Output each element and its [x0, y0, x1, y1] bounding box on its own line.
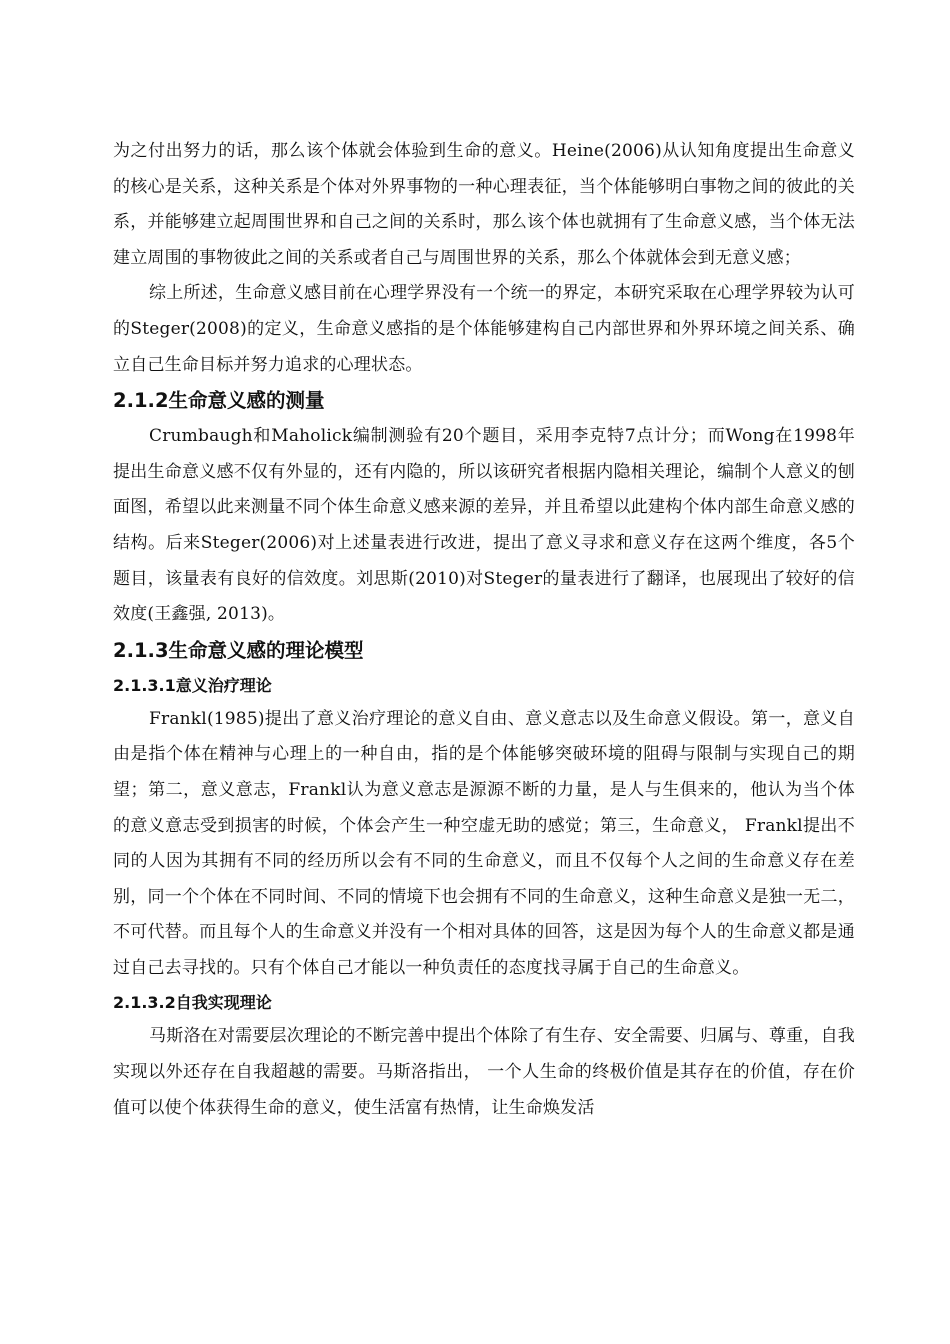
heading-measurement: 2.1.2生命意义感的测量 [113, 389, 325, 413]
paragraph-summary: 综上所述，生命意义感目前在心理学界没有一个统一的界定，本研究采取在心理学界较为认可的Steger(2008)的定义，生命意义感指的是个体能够建构自己内部世界和外界环境之间关系、确立自己生命目标并努力追求的心理状态。 [113, 283, 855, 375]
heading-theoretical-models: 2.1.3生命意义感的理论模型 [113, 638, 364, 662]
heading-self-actualization: 2.1.3.2自我实现理论 [113, 993, 272, 1013]
heading-logotherapy: 2.1.3.1意义治疗理论 [113, 675, 272, 695]
paragraph-measurement: Crumbaugh和Maholick编制测验有20个题目，采用李克特7点计分；而Wong在1998年提出生命意义感不仅有外显的，还有内隐的，所以该研究者根据内隐相关理论，编制个人意义的刨面图，希望以此来测量不同个体生命意义感来源的差异，并且希望以此建构个体内部生命意义感的结构。后来Steger(2006)对上述量表进行改进，提出了意义寻求和意义存在这两个维度，各5个题目，该量表有良好的信效度。刘思斯(2010)对Steger的量表进行了翻译，也展现出了较好的信效度(王鑫强, 2013)。 [113, 426, 855, 625]
paragraph-meaning-definition-continued: 为之付出努力的话，那么该个体就会体验到生命的意义。Heine(2006)从认知角度提出生命意义的核心是关系，这种关系是个体对外界事物的一种心理表征，当个体能够明白事物之间的彼此的关系，并能够建立起周围世界和自己之间的关系时，那么该个体也就拥有了生命意义感，当个体无法建立周围的事物彼此之间的关系或者自己与周围世界的关系，那么个体就体会到无意义感； [113, 141, 855, 268]
paragraph-self-actualization: 马斯洛在对需要层次理论的不断完善中提出个体除了有生存、安全需要、归属与、尊重，自我实现以外还存在自我超越的需要。马斯洛指出， 一个人生命的终极价值是其存在的价值，存在价值可以使个体获得生命的意义，使生活富有热情，让生命焕发活 [113, 1026, 855, 1118]
page-content [113, 134, 855, 1126]
paragraph-logotherapy: Frankl(1985)提出了意义治疗理论的意义自由、意义意志以及生命意义假设。第一，意义自由是指个体在精神与心理上的一种自由，指的是个体能够突破环境的阻碍与限制与实现自己的期望；第二，意义意志，Frankl认为意义意志是源源不断的力量，是人与生俱来的，他认为当个体的意义意志受到损害的时候，个体会产生一种空虚无助的感觉；第三，生命意义， Frankl提出不同的人因为其拥有不同的经历所以会有不同的生命意义，而且不仅每个人之间的生命意义存在差别，同一个个体在不同时间、不同的情境下也会拥有不同的生命意义，这种生命意义是独一无二，不可代替。而且每个人的生命意义并没有一个相对具体的回答，这是因为每个人的生命意义都是通过自己去寻找的。只有个体自己才能以一种负责任的态度找寻属于自己的生命意义。 [113, 708, 855, 978]
